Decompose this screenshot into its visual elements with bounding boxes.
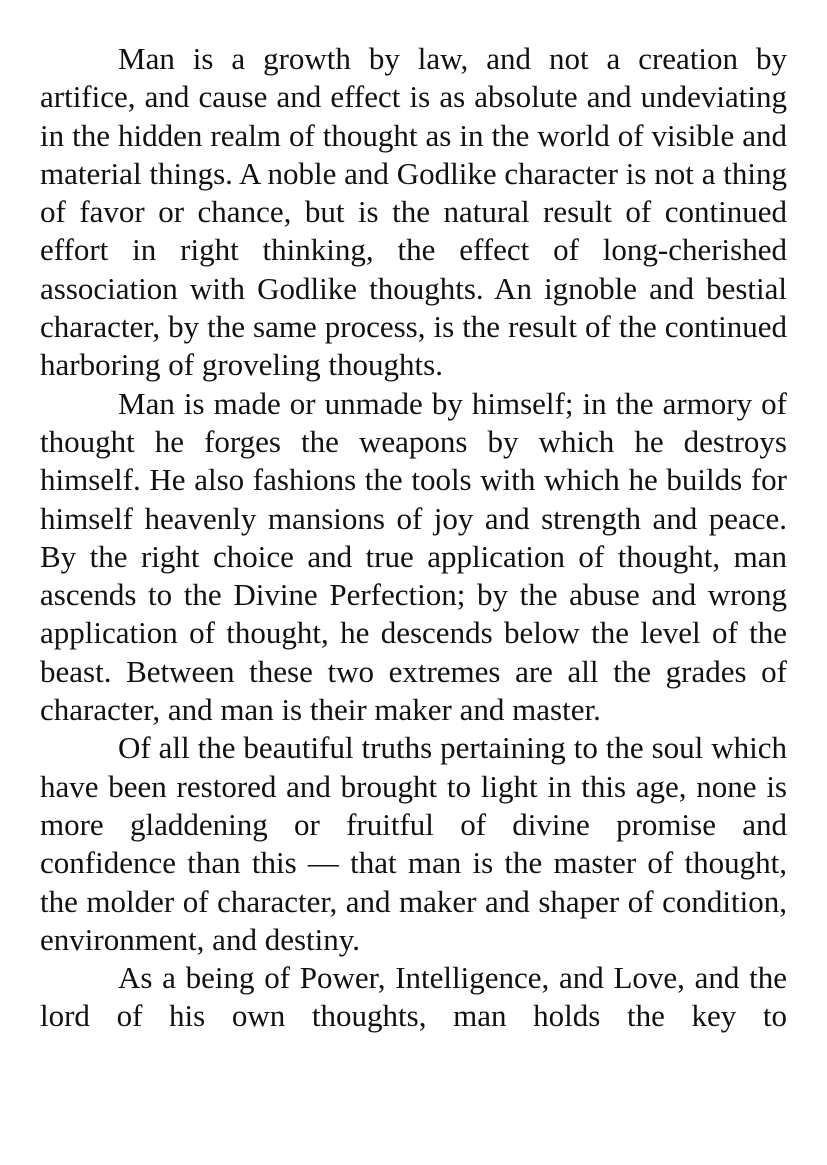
paragraph-4: As a being of Power, Intelligence, and Love, and the lord of his own thoughts, man holds the key to: [40, 960, 787, 1034]
paragraph-2: Man is made or unmade by himself; in the armory of thought he forges the weapons by which he destroys himself. He also fashions the tools with which he builds for himself heavenly mansions of joy and strength and peace. By the right choice and true application of thought, man ascends to the Divine Perfection; by the abuse and wrong application of thought, he descends below the level of the beast. Between these two extremes are all the grades of character, and man is their maker and master.: [40, 385, 787, 728]
paragraph-3: Of all the beautiful truths pertaining to the soul which have been restored and brought to light in this age, none is more gladdening or fruitful of divine promise and confidence than this — that man is the master of thought, the molder of character, and maker and shaper of condition, environment, and destiny.: [40, 730, 787, 957]
document-page: [40, 40, 787, 1036]
paragraph-1: Man is a growth by law, and not a creation by artifice, and cause and effect is as absolute and undeviating in the hidden realm of thought as in the world of visible and material things. A noble and Godlike character is not a thing of favor or chance, but is the natural result of continued effort in right thinking, the effect of long-cherished association with Godlike thoughts. An ignoble and bestial character, by the same process, is the result of the continued harboring of groveling thoughts.: [40, 41, 787, 383]
